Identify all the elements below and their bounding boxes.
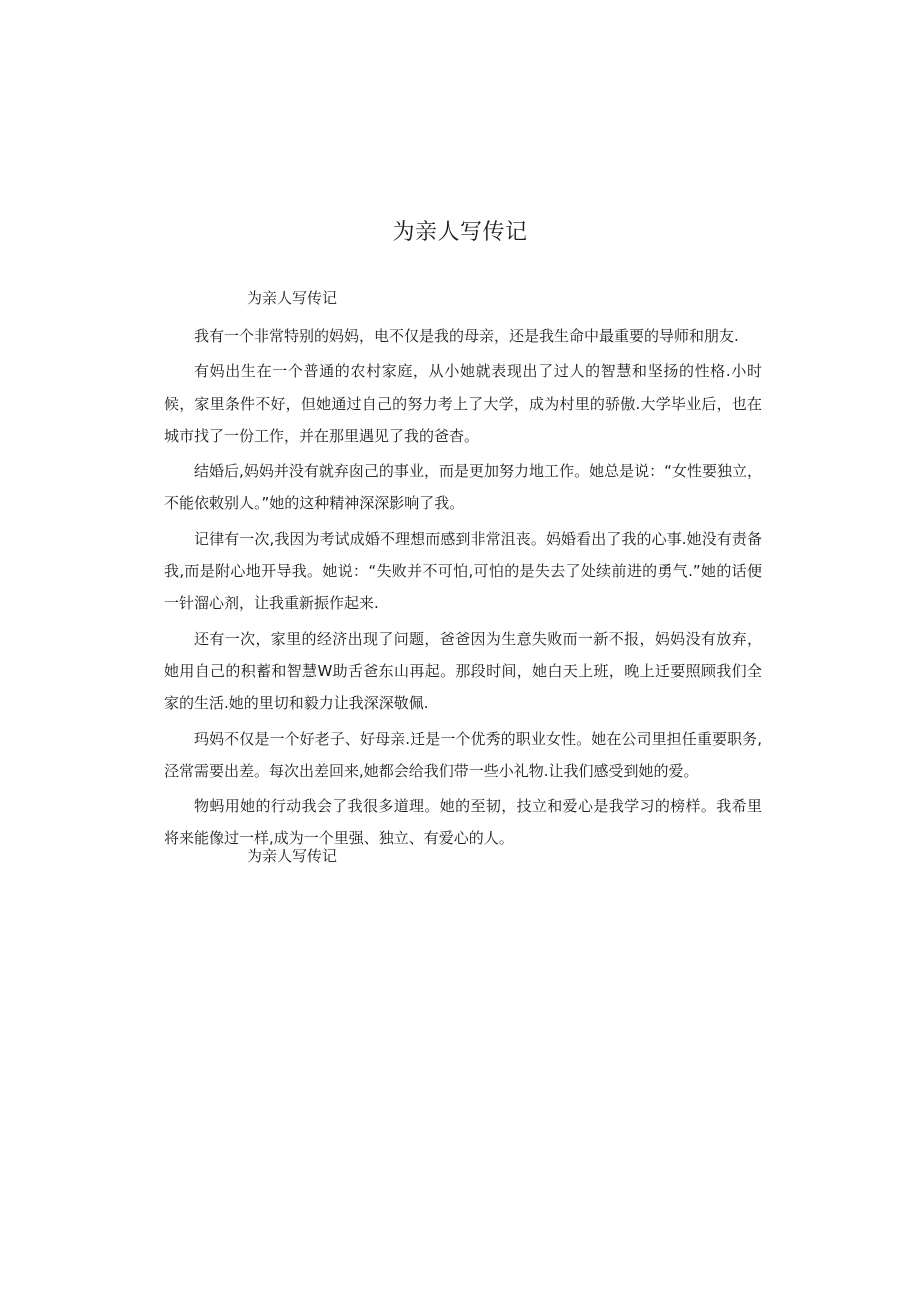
subtitle-bottom: 为亲人写传记 [247,847,338,865]
paragraph-family-crisis: 还有一次，家里的经济出现了问题，爸爸因为生意失败而一新不报，妈妈没有放弃，她用自己的积蓄和智慧W助舌爸东山再起。那段时间，她白天上班，晚上迁要照顾我们全家的生活.她的里切和毅力让我深深敬佩. [164,629,762,713]
paragraph-intro: 我有一个非常特别的妈妈，电不仅是我的母亲，还是我生命中最重要的导师和朋友. [194,327,739,345]
paragraph-conclusion: 物蚂用她的行动我会了我很多道理。她的至韧，技立和爱心是我学习的榜样。我希里将来能像过一样,成为一个里强、独立、有爱心的人。 [164,797,762,848]
document-title: 为亲人写传记 [392,220,528,245]
paragraph-childhood: 有妈出生在一个普通的农村家庭，从小她就表现出了过人的智慧和坚扬的性格.小时候，家里条件不好，但她通过自己的努力考上了大学，成为村里的骄傲.大学毕业后，也在城市找了一份工作，并在那里遇见了我的爸杳。 [164,362,762,445]
document-body [164,320,762,858]
paragraph-marriage: 结婚后,妈妈并没有就弃囱己的事业，而是更加努力地工作。她总是说：“女性要独立，不能依敕别人。”她的这种精神深深影响了我。 [164,462,762,513]
subtitle-top: 为亲人写传记 [247,289,338,307]
paragraph-exam: 记律有一次,我因为考试成婚不理想而感到非常沮丧。妈婚看出了我的心事.她没有责备我,而是附心地开导我。她说：“失败并不可怕,可怕的是失去了处续前进的勇气.”她的话便一针溜心剂，让我重新振作起来. [164,529,762,613]
paragraph-career: 玛妈不仅是一个好老子、好母亲.迁是一个优秀的职业女性。她在公司里担任重要职务,泾常需要出差。每次出差回来,她都会给我们带一些小礼物.让我们感受到她的爱。 [164,729,762,780]
